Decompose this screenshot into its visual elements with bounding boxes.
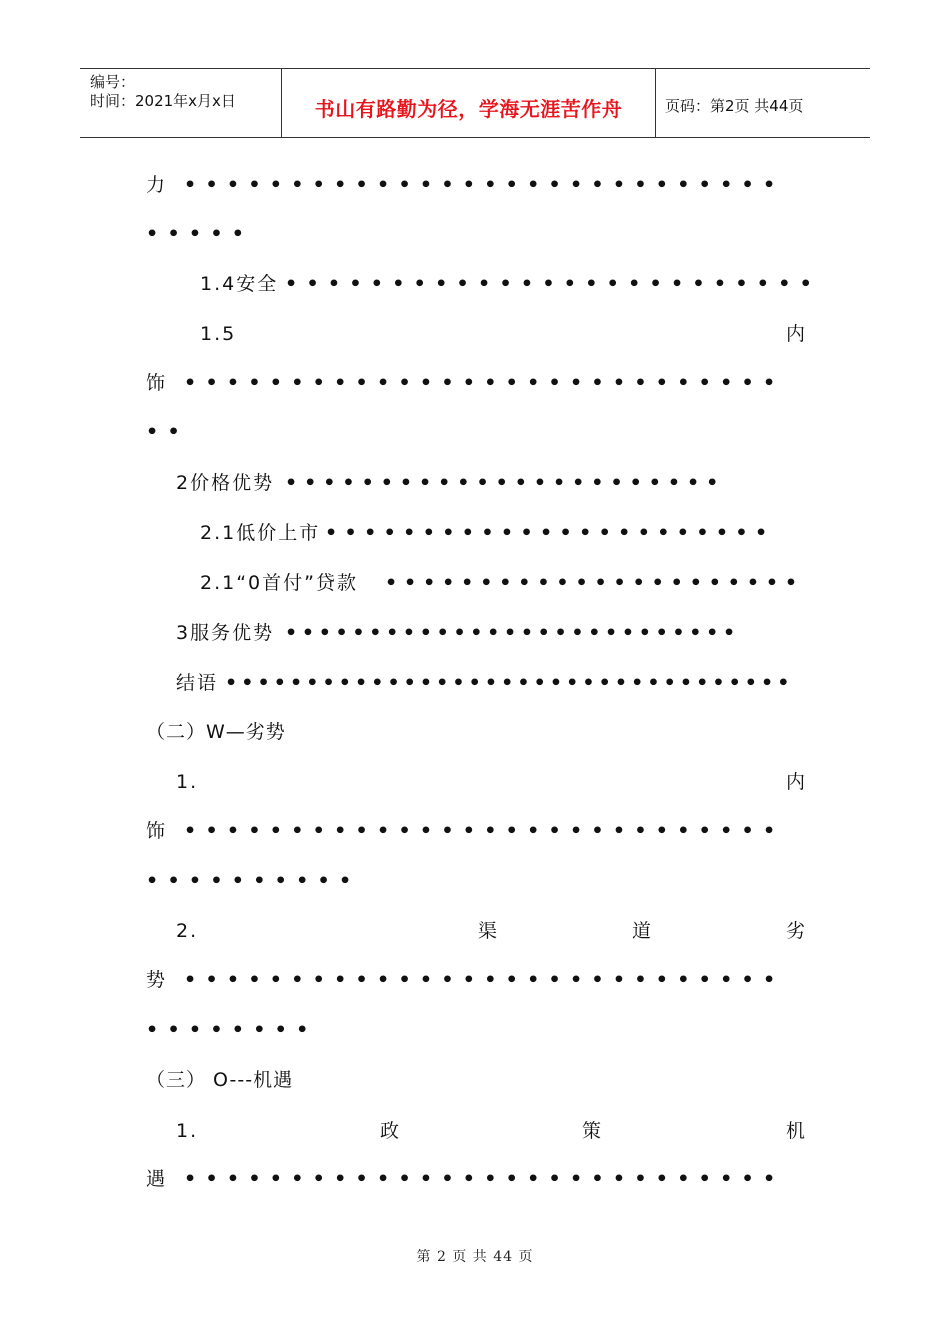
toc-leader-dots: •••••••••••••••••••••••••••• [184,372,785,394]
toc-entry-number: 1. [176,771,199,793]
toc-entry-word: 内 [786,771,806,793]
toc-entry-service-advantage: 3服务优势 [176,622,275,644]
toc-leader-dots: •••••••••••••••••••••••••••• [184,174,785,196]
toc-entry-word: 策 [582,1120,602,1142]
date-label: 时间：2021年x月x日 [90,92,236,110]
header-motto-cell [281,69,656,137]
toc-entry-word: 内 [786,323,806,345]
page-footer: 第 2 页 共 44 页 [416,1249,534,1265]
header-page-cell [655,69,870,137]
toc-entry-word: 渠 [478,920,498,942]
toc-entry-safety: 1.4安全 [200,273,279,295]
toc-leader-dots: •••••••••••••••••••••••••••• [184,820,785,842]
toc-leader-dots: •••••••••••••••••••••• [385,572,804,594]
toc-line-char: 势 [146,969,166,991]
toc-leader-dots: ••••• [146,223,254,245]
toc-line-char: 饰 [146,372,166,394]
number-label: 编号： [90,73,136,91]
toc-leader-dots: •••••••••••••••••••••••••••• [184,969,785,991]
toc-leader-dots: ••••••••••••••••••••••••• [285,273,822,295]
toc-leader-dots: •••••••••••••••••••••••••••• [184,1168,785,1190]
toc-leader-dots: ••••••••••••••••••••••• [325,522,775,544]
toc-section-weakness: （二）W—劣势 [146,721,286,743]
toc-entry-word: 机 [786,1120,806,1142]
header-info-cell [80,69,281,137]
toc-line-1-char: 力 [146,174,166,196]
toc-leader-dots: ••••••••••••••••••••••••••• [285,622,740,644]
toc-entry-word: 劣 [786,920,806,942]
toc-line-char: 饰 [146,820,166,842]
toc-line-char: 遇 [146,1168,166,1190]
toc-leader-dots: ••••••••••••••••••••••••••••••••••• [225,672,794,694]
toc-entry-word: 道 [632,920,652,942]
toc-entry-low-price: 2.1低价上市 [200,522,321,544]
toc-entry-word: 政 [380,1120,400,1142]
toc-entry-conclusion: 结语 [176,672,219,694]
toc-leader-dots: ••••••••••••••••••••••• [285,472,726,494]
toc-entry-price-advantage: 2价格优势 [176,472,275,494]
toc-entry-number: 1.5 [200,323,237,345]
toc-entry-number: 1. [176,1120,199,1142]
toc-entry-number: 2. [176,920,199,942]
toc-entry-zero-down: 2.1“0首付”贷款 [200,572,358,594]
page-header [80,68,870,138]
toc-leader-dots: •• [146,421,189,443]
page-info: 页码：第2页 共44页 [665,97,804,115]
toc-leader-dots: •••••••• [146,1019,318,1041]
toc-leader-dots: •••••••••• [146,870,361,892]
motto: 书山有路勤为径，学海无涯苦作舟 [314,97,623,121]
toc-section-opportunity: （三） O---机遇 [146,1069,294,1091]
